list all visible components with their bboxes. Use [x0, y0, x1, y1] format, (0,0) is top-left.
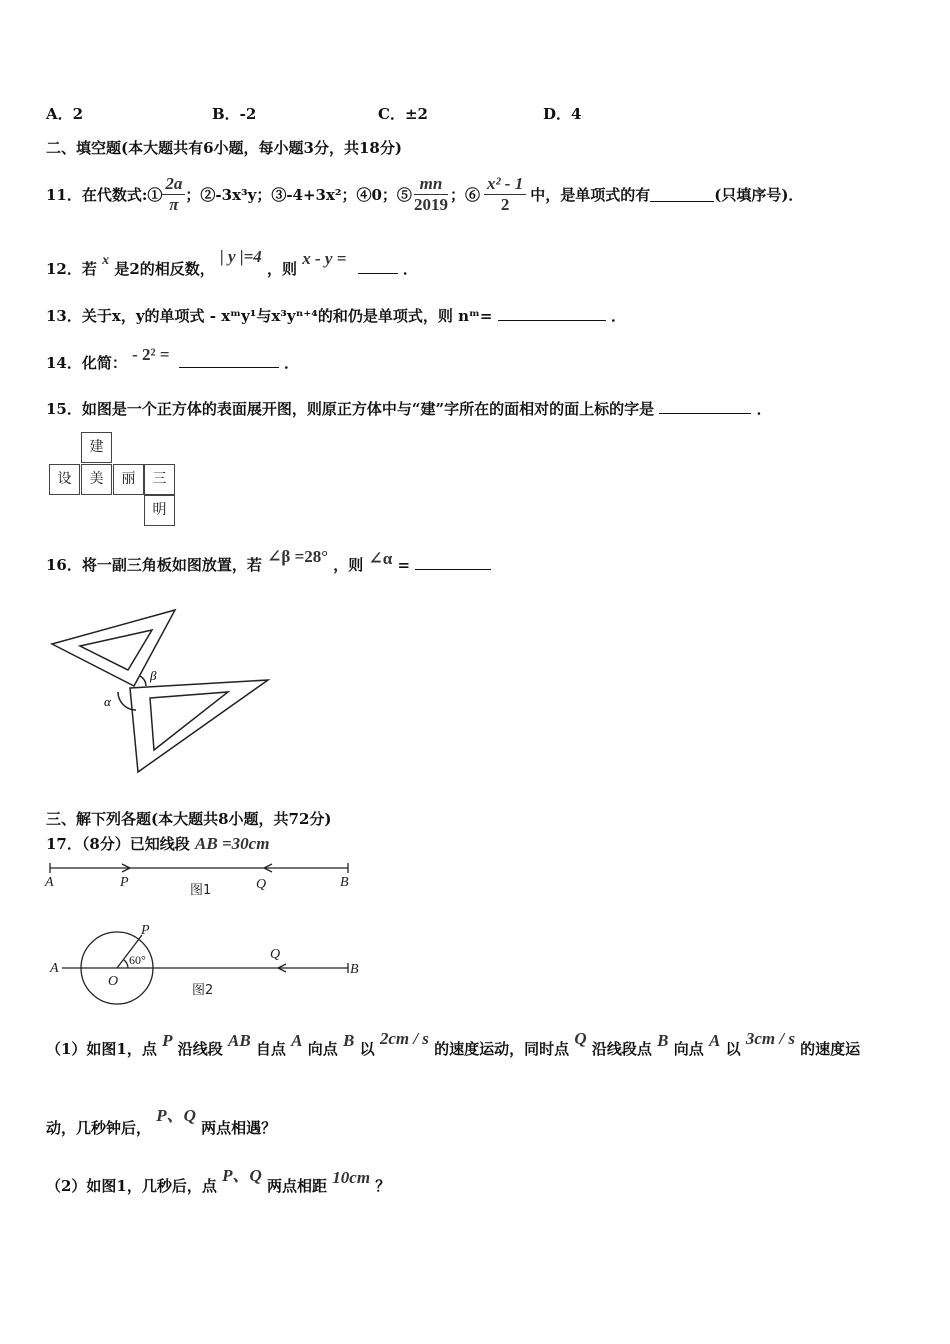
answer-blank-15[interactable] [659, 399, 751, 414]
net-cell-li: 丽 [113, 464, 144, 495]
q17p1-a: A [291, 1031, 303, 1050]
q15-text: 15．如图是一个正方体的表面展开图，则原正方体中与“建”字所在的面相对的面上标的字是 [46, 400, 655, 418]
q17-ab-length: AB =30cm [195, 834, 270, 853]
q17p1-t7: 沿线段点 [591, 1040, 652, 1058]
q17p1-line2a: 动，几秒钟后， [46, 1119, 152, 1137]
fig1-caption: 图1 [190, 883, 212, 898]
q11-f5-num: mn [414, 174, 448, 195]
q17p1-pq: P、Q [156, 1106, 196, 1125]
fraction-x2-minus-1-over-2 [484, 174, 526, 215]
triangle-boards-figure [40, 600, 280, 780]
q16-then: ，则 [333, 556, 364, 574]
q15-end: ． [756, 400, 772, 418]
question-17 [46, 833, 269, 854]
fig2-angle-label: 60° [129, 953, 146, 967]
q17p1-p: P [162, 1031, 173, 1050]
q17-part-2 [46, 1166, 391, 1196]
fig1-label-p: P [120, 875, 129, 890]
q11-f5-den: 2019 [413, 194, 448, 214]
q11-f6-num: x² - 1 [484, 174, 526, 195]
figure-2 [40, 918, 370, 1010]
q11-items: ；②-3x³y；③-4+3x²；④0；⑤ [185, 185, 412, 204]
q11-f1-num: 2a [162, 174, 185, 195]
q16-prefix: 16．将一副三角板如图放置，若 [46, 556, 262, 574]
answer-blank-12[interactable] [358, 259, 398, 274]
net-cell-mei: 美 [81, 464, 112, 495]
q12-abs-y: | y |=4 [220, 247, 262, 266]
q11-f1-den: π [169, 194, 179, 214]
q11-item6: ；⑥ [449, 185, 480, 204]
fig2-label-p: P [141, 923, 150, 938]
q17p1-speed-p: 2cm / s [379, 1029, 429, 1048]
option-d: D．4 [543, 105, 582, 123]
q17p1-a2: A [709, 1031, 721, 1050]
figure-1 [40, 858, 360, 900]
q17p1-t5: 以 [359, 1040, 375, 1058]
question-14 [46, 345, 300, 373]
q14-expression: - 2² = [132, 345, 170, 364]
net-cell-she: 设 [49, 464, 80, 495]
fig2-label-o: O [108, 974, 119, 989]
answer-blank-14[interactable] [179, 353, 279, 368]
q17p1-t9: 以 [725, 1040, 741, 1058]
fraction-mn-over-2019 [414, 174, 448, 215]
question-15 [46, 398, 772, 419]
q11-number: 11．在代数式:① [46, 185, 163, 204]
q11-f6-den: 2 [500, 194, 510, 214]
q17p1-q: Q [574, 1029, 587, 1048]
q16-beta-angle: ∠β =28° [267, 547, 329, 566]
option-a: A．2 [46, 105, 84, 123]
q16-alpha-angle: ∠α [368, 549, 393, 568]
q17-part-1-line-2 [46, 1106, 277, 1138]
section-2-heading: 二、填空题(本大题共有6小题，每小题3分，共18分) [46, 139, 402, 157]
fig2-label-b: B [350, 962, 359, 977]
fig1-label-b: B [340, 875, 349, 890]
q12-expression: x - y = [302, 249, 347, 268]
option-c: C．±2 [378, 105, 428, 123]
q17p1-t10: 的速度运 [800, 1040, 861, 1058]
alpha-arc [118, 692, 136, 710]
beta-arc [140, 676, 146, 686]
question-16 [46, 547, 491, 575]
q17p1-t3: 自点 [255, 1040, 286, 1058]
label-beta: β [150, 668, 157, 683]
fig2-label-a: A [50, 961, 59, 976]
question-12 [46, 247, 418, 279]
q13-end: ． [610, 307, 626, 325]
net-cell-ming: 明 [144, 495, 175, 526]
q16-equals: = [397, 556, 411, 574]
q17p1-t6: 的速度运动，同时点 [434, 1040, 570, 1058]
fig1-label-a: A [45, 875, 54, 890]
fig2-label-q: Q [270, 947, 281, 962]
fig1-label-q: Q [256, 877, 267, 892]
q17-part-1 [46, 1029, 861, 1059]
net-cell-san: 三 [144, 464, 175, 495]
angle-arc [124, 960, 128, 968]
question-11 [46, 164, 803, 224]
q12-prefix: 12．若 [46, 260, 97, 278]
q17p1-t1: （1）如图1，点 [46, 1040, 157, 1058]
q17p2-pq: P、Q [222, 1166, 262, 1185]
q12-text: 是2的相反数， [114, 260, 215, 278]
label-alpha: α [104, 694, 111, 709]
option-b: B．-2 [212, 105, 257, 123]
q17p1-speed-q: 3cm / s [745, 1029, 795, 1048]
q12-end: ． [402, 260, 418, 278]
q17p1-t4: 向点 [307, 1040, 338, 1058]
q12-then: ，则 [267, 260, 298, 278]
q14-prefix: 14．化简： [46, 354, 127, 372]
q17p2-t3: ？ [375, 1177, 391, 1195]
answer-blank-13[interactable] [498, 306, 606, 321]
fraction-2a-over-pi [162, 174, 185, 215]
q17p1-b: B [342, 1031, 355, 1050]
net-cell-jian: 建 [81, 432, 112, 463]
triangle-1-outer [52, 610, 175, 686]
fig2-caption: 图2 [192, 983, 214, 998]
q17p1-ab: AB [227, 1031, 251, 1050]
triangle-2-inner [150, 692, 228, 750]
q12-var-x: x [102, 253, 110, 268]
q13-text: 13．关于x，y的单项式 - xᵐy¹与x³yⁿ⁺⁴的和仍是单项式，则 nᵐ= [46, 307, 493, 325]
q17p1-line2b: 两点相遇？ [201, 1119, 277, 1137]
answer-blank-11[interactable] [650, 187, 714, 202]
q17-head: 17．（8分）已知线段 [46, 835, 190, 853]
q17p1-b2: B [657, 1031, 669, 1050]
q17p1-t8: 向点 [673, 1040, 704, 1058]
section-3-heading: 三、解下列各题(本大题共8小题，共72分) [46, 810, 332, 828]
q11-tail: 中，是单项式的有 [530, 185, 651, 204]
q17p2-distance: 10cm [332, 1168, 371, 1187]
q11-end: (只填序号)． [714, 185, 804, 204]
q17p1-t2: 沿线段 [177, 1040, 223, 1058]
answer-blank-16[interactable] [415, 555, 491, 570]
q17p2-t2: 两点相距 [267, 1177, 328, 1195]
q17p2-t1: （2）如图1，几秒后，点 [46, 1177, 217, 1195]
q14-end: ． [284, 354, 300, 372]
question-13 [46, 305, 626, 326]
